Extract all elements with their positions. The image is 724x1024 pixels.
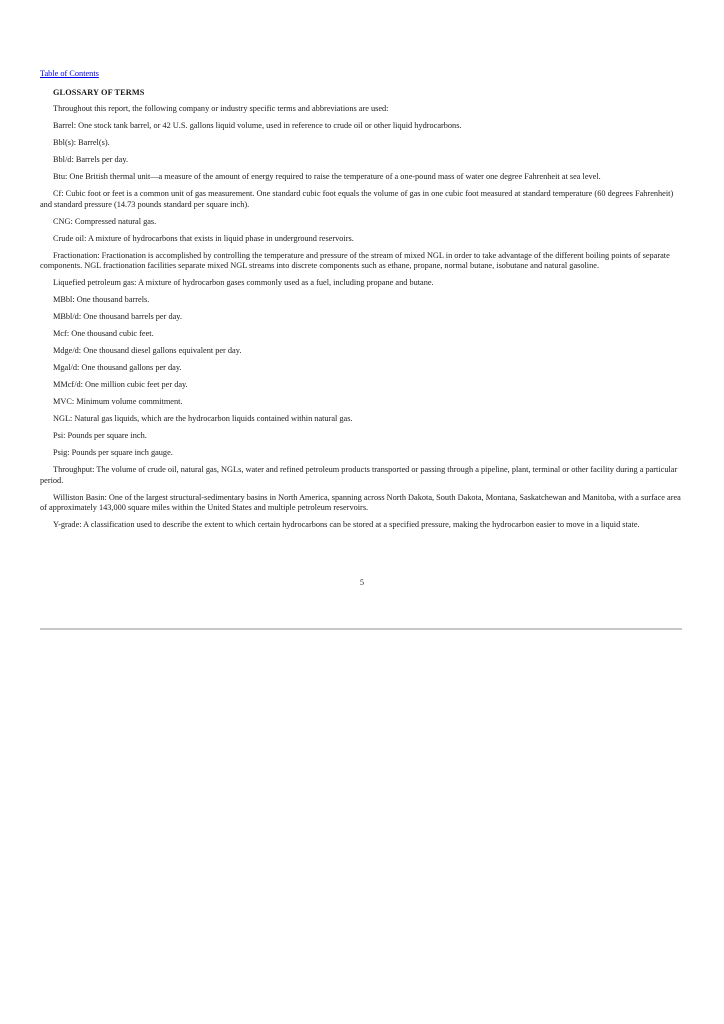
term-williston-basin: Williston Basin: One of the largest structural-sedimentary basins in North America, spanning across North Dakota, South Dakota, Montana, Saskatchewan and Manitoba, with a surface area of approximately 143,000 square miles within the United States and multiple petroleum reservoirs. [40, 492, 681, 513]
term-mvc: MVC: Minimum volume commitment. [53, 397, 183, 407]
term-bbls: Bbl(s): Barrel(s). [53, 138, 110, 148]
glossary-term-list [40, 121, 682, 531]
term-throughput: Throughput: The volume of crude oil, natural gas, NGLs, water and refined petroleum products transported or passing through a pipeline, plant, terminal or other facility during a particular period. [40, 465, 678, 485]
term-fractionation: Fractionation: Fractionation is accomplished by controlling the temperature and pressure of the stream of mixed NGL in order to take advantage of the different boiling points of separate components. NGL fractionation facilities separate mixed NGL streams into discrete components such as ethane, propane, normal butane, isobutane and natural gasoline. [40, 250, 670, 271]
term-psi: Psi: Pounds per square inch. [53, 431, 147, 441]
term-bbl-per-day: Bbl/d: Barrels per day. [53, 155, 129, 165]
term-mgal-per-day: Mgal/d: One thousand gallons per day. [53, 363, 182, 373]
term-cf: Cf: Cubic foot or feet is a common unit of gas measurement. One standard cubic foot equals the volume of gas in one cubic foot measured at standard temperature (60 degrees Fahrenheit) and standard pressure (14.73 pounds standard per square inch). [40, 189, 674, 209]
term-liquefied-petroleum-gas: Liquefied petroleum gas: A mixture of hydrocarbon gases commonly used as a fuel, including propane and butane. [53, 278, 434, 288]
term-mdge-per-day: Mdge/d: One thousand diesel gallons equivalent per day. [53, 346, 242, 356]
term-mmcf-per-day: MMcf/d: One million cubic feet per day. [53, 380, 188, 390]
document-page [40, 69, 682, 537]
term-barrel: Barrel: One stock tank barrel, or 42 U.S. gallons liquid volume, used in reference to crude oil or other liquid hydrocarbons. [53, 121, 462, 131]
glossary-intro: Throughout this report, the following company or industry specific terms and abbreviations are used: [53, 104, 389, 114]
term-psig: Psig: Pounds per square inch gauge. [53, 448, 173, 458]
page-number: 5 [359, 578, 365, 587]
term-mbbl-per-day: MBbl/d: One thousand barrels per day. [53, 312, 182, 322]
page-divider [40, 628, 682, 630]
table-of-contents-link[interactable]: Table of Contents [40, 69, 99, 78]
term-mcf: Mcf: One thousand cubic feet. [53, 329, 154, 339]
term-mbbl: MBbl: One thousand barrels. [53, 295, 150, 305]
term-ngl: NGL: Natural gas liquids, which are the hydrocarbon liquids contained within natural gas. [53, 414, 353, 424]
term-cng: CNG: Compressed natural gas. [53, 216, 157, 226]
term-btu: Btu: One British thermal unit—a measure of the amount of energy required to raise the temperature of a one-pound mass of water one degree Fahrenheit at sea level. [53, 172, 601, 182]
term-y-grade: Y-grade: A classification used to describe the extent to which certain hydrocarbons can be stored at a specified pressure, making the hydrocarbon easier to move in a liquid state. [53, 520, 640, 530]
glossary-heading: GLOSSARY OF TERMS [53, 87, 145, 97]
term-crude-oil: Crude oil: A mixture of hydrocarbons that exists in liquid phase in underground reservoirs. [53, 233, 354, 243]
